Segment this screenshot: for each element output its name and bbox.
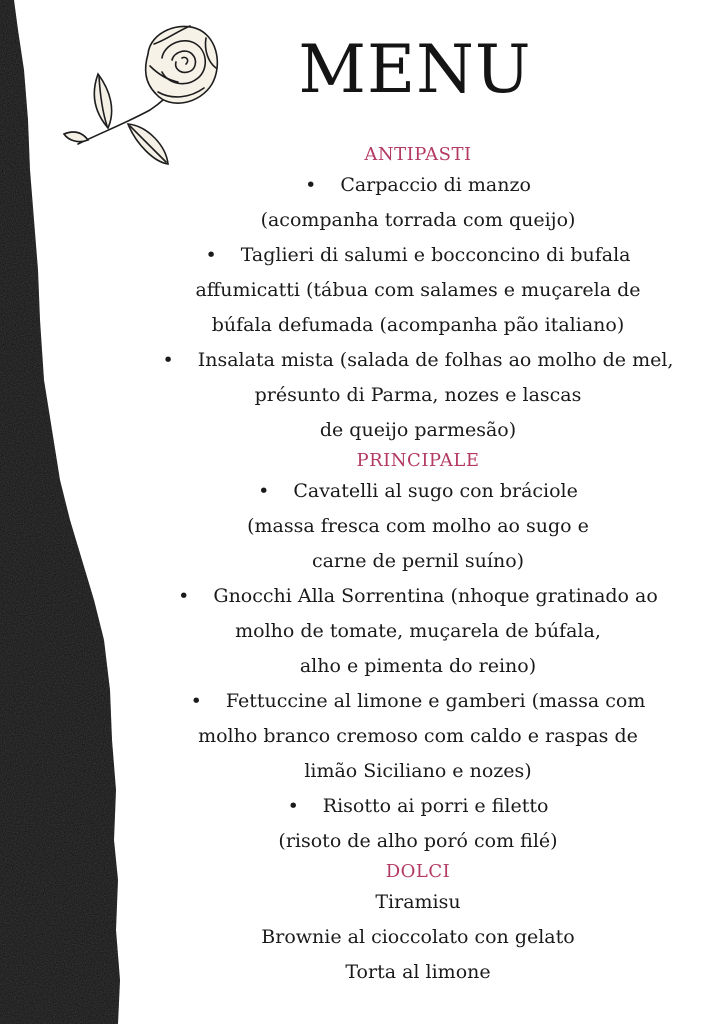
menu-item-text: Taglieri di salumi e bocconcino di bufala <box>240 244 631 266</box>
menu-item-detail: (massa fresca com molho ao sugo e <box>247 515 589 537</box>
section-principale <box>118 448 718 859</box>
menu-item-detail: alho e pimenta do reino) <box>299 655 537 677</box>
menu-item-text: Risotto ai porri e filetto <box>322 795 549 817</box>
menu-item: Tiramisu <box>375 891 461 913</box>
menu-item <box>118 579 718 614</box>
menu-item <box>118 684 718 719</box>
menu-item-text: Cavatelli al sugo con bráciole <box>293 480 578 502</box>
bullet-icon: • <box>287 795 299 817</box>
bullet-icon: • <box>178 585 190 607</box>
menu-list <box>118 142 718 990</box>
section-title: DOLCI <box>385 861 451 882</box>
menu-item-text: Fettuccine al limone e gamberi (massa com <box>225 690 646 712</box>
menu-item-detail: (acompanha torrada com queijo) <box>260 209 576 231</box>
menu-item <box>118 168 718 203</box>
section-title: PRINCIPALE <box>356 450 480 471</box>
menu-item-detail: búfala defumada (acompanha pão italiano) <box>211 314 625 336</box>
bullet-icon: • <box>305 174 317 196</box>
section-title: ANTIPASTI <box>364 144 472 165</box>
menu-item <box>118 789 718 824</box>
menu-item <box>118 343 718 378</box>
menu-item: Brownie al cioccolato con gelato <box>261 926 575 948</box>
menu-item-detail: (risoto de alho poró com filé) <box>278 830 558 852</box>
section-dolci <box>118 859 718 990</box>
menu-item-text: Insalata mista (salada de folhas ao molho de mel, <box>197 349 674 371</box>
menu-item-detail: limão Siciliano e nozes) <box>304 760 532 782</box>
menu-item-text: Carpaccio di manzo <box>340 174 531 196</box>
menu-title: MENU <box>298 31 532 108</box>
menu-item <box>118 474 718 509</box>
menu-item-detail: présunto di Parma, nozes e lascas <box>254 384 582 406</box>
bullet-icon: • <box>258 480 270 502</box>
menu-item-detail: de queijo parmesão) <box>319 419 517 441</box>
menu-item-detail: carne de pernil suíno) <box>311 550 525 572</box>
menu-item-text: Gnocchi Alla Sorrentina (nhoque gratinado ao <box>213 585 658 607</box>
section-antipasti <box>118 142 718 448</box>
menu-item-detail: affumicatti (tábua com salames e muçarela de <box>195 279 641 301</box>
bullet-icon: • <box>162 349 174 371</box>
bullet-icon: • <box>190 690 202 712</box>
bullet-icon: • <box>205 244 217 266</box>
menu-item: Torta al limone <box>345 961 491 983</box>
menu-item-detail: molho de tomate, muçarela de búfala, <box>235 620 601 642</box>
menu-item-detail: molho branco cremoso com caldo e raspas de <box>198 725 638 747</box>
menu-item <box>118 238 718 273</box>
